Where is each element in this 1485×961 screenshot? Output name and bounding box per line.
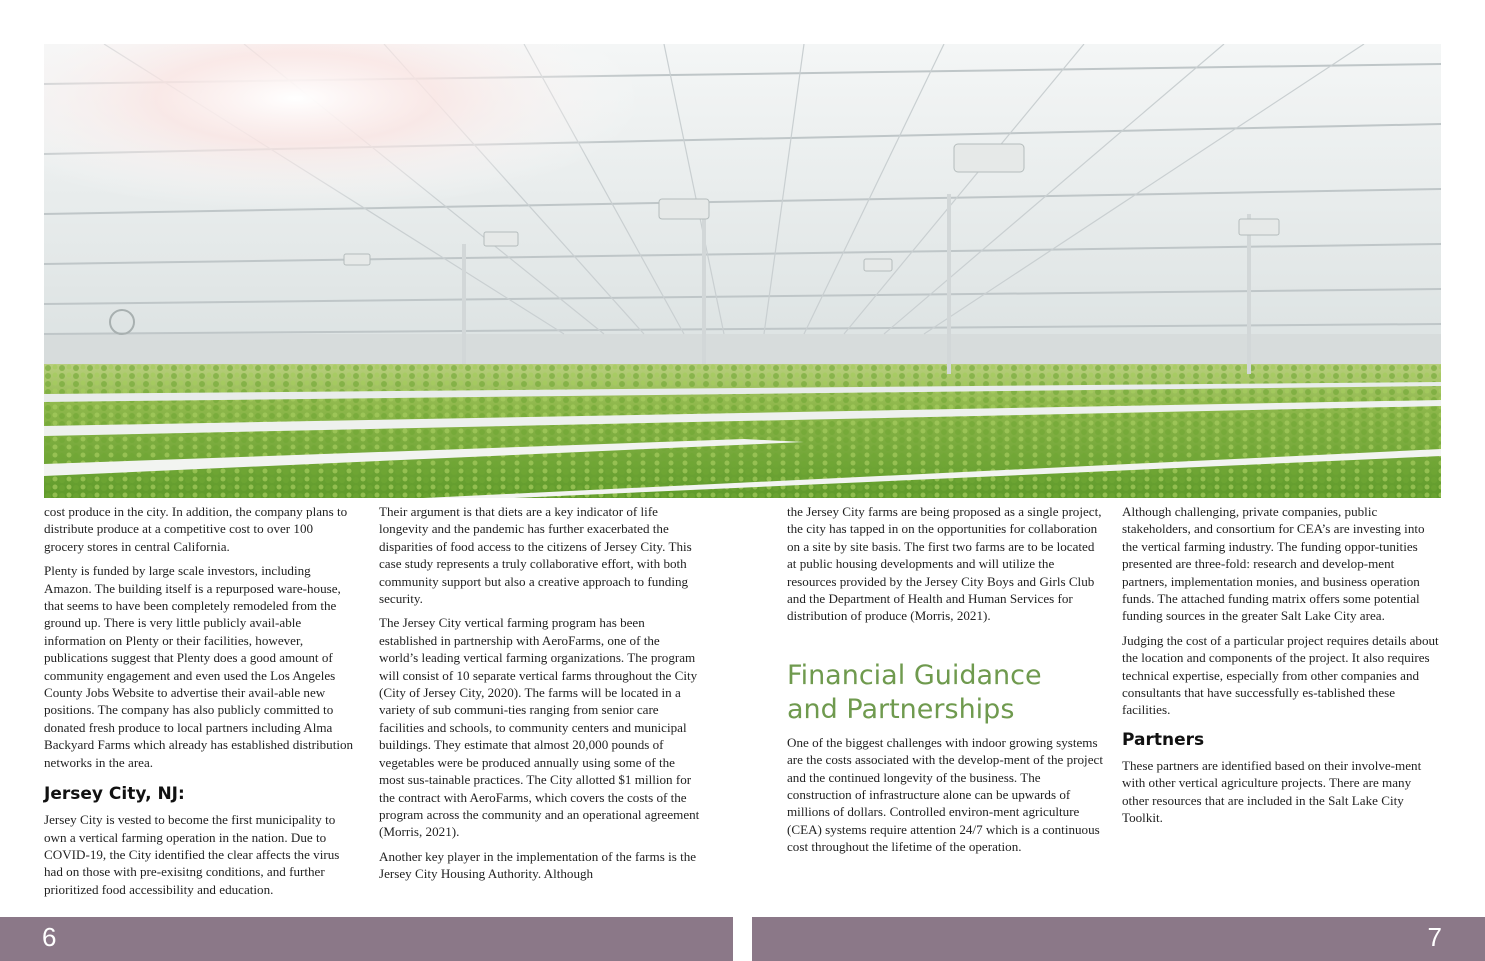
section-title: [787, 659, 1104, 727]
greenhouse-photo: [44, 44, 1441, 498]
paragraph: These partners are identified based on their involve-ment with other vertical agriculture projects. There are many other resources that are included in the Salt Lake City Toolkit.: [1122, 757, 1422, 826]
paragraph: Jersey City is vested to become the first municipality to own a vertical farming operation in the nation. Due to COVID-19, the City identified the clear affects the virus had on those with pre-exisitng conditions, and further prioritized food accessibility and education.: [44, 812, 340, 897]
column-4: [1122, 503, 1441, 834]
column-2: [379, 503, 701, 890]
paragraph: Their argument is that diets are a key indicator of life longevity and the pandemic has further exacerbated the disparities of food access to the citizens of Jersey City. This case study represents a truly collaborative effort, with both community support but also a creative approach to funding security.: [379, 504, 692, 607]
paragraph: Judging the cost of a particular project requires details about the location and components of the project. It also requires technical expertise, especially from other companies and consultants that have successfully es-tablished these facilities.: [1122, 632, 1439, 718]
paragraph: Another key player in the implementation of the farms is the Jersey City Housing Authority. Although: [379, 848, 697, 882]
section-title-line1: Financial Guidance: [787, 659, 1042, 691]
footer-bar-right: [752, 917, 1485, 961]
paragraph: Plenty is funded by large scale investors, including Amazon. The building itself is a repurposed ware-house, that seems to have been completely remodeled from the ground up. There is very little publicly avail-able information on Plenty or their facilities, however, publications suggest that Plenty does a good amount of community engagement and even used the Los Angeles County Jobs Website to advertise their avail-able new positions. The company has also publicly committed to donated fresh produce to local partners including Alma Backyard Farms which already has established distribution networks in the area.: [44, 563, 354, 770]
paragraph: The Jersey City vertical farming program has been established in partnership with AeroFarms, one of the world’s leading vertical farming organizations. The program will consist of 10 separate vertical farms throughout the City (City of Jersey City, 2020). The farms will be located in a variety of sub communi-ties ranging from senior care facilities and schools, to community centers and municipal buildings. They estimate that almost 20,000 pounds of vegetables were be produced annually using some of the most sus-tainable practices. The City allotted $1 million for the contract with AeroFarms, which covers the costs of the program across the community and an operational agreement (Morris, 2021).: [379, 615, 700, 840]
paragraph: One of the biggest challenges with indoor growing systems are the costs associated with the develop-ment of the project and the continued longevity of the business. The construction of infrastructure alone can be upwards of millions of dollars. Controlled environ-ment agriculture (CEA) systems require attention 24/7 which is a continuous cost throughout the lifetime of the operation.: [787, 734, 1103, 855]
section-title-line2: and Partnerships: [787, 693, 1015, 725]
column-1: [44, 503, 356, 905]
subheading-jersey-city: Jersey City, NJ:: [44, 784, 185, 805]
footer-bar-left: [0, 917, 733, 961]
paragraph: the Jersey City farms are being proposed as a single project, the city has tapped in on the opportunities for collaboration on a site by site basis. The first two farms are to be located at public housing developments and will utilize the resources provided by the Jersey City Boys and Girls Club and the Department of Health and Human Services for distribution of produce (Morris, 2021).: [787, 504, 1102, 624]
greenhouse-illustration: [44, 44, 1441, 498]
page-number-right: 7: [1427, 922, 1442, 952]
column-3: [787, 503, 1104, 863]
subheading-partners: Partners: [1122, 729, 1205, 750]
page-number-left: 6: [42, 922, 57, 952]
paragraph: cost produce in the city. In addition, the company plans to distribute produce at a competitive cost to over 100 grocery stores in central California.: [44, 504, 348, 554]
paragraph: Although challenging, private companies, public stakeholders, and consortium for CEA’s are investing into the vertical farming industry. The funding oppor-tunities presented are three-fold: research and develop-ment partners, implementation monies, and business operation funds. The attached funding matrix offers some potential funding sources in the greater Salt Lake City area.: [1122, 504, 1425, 624]
